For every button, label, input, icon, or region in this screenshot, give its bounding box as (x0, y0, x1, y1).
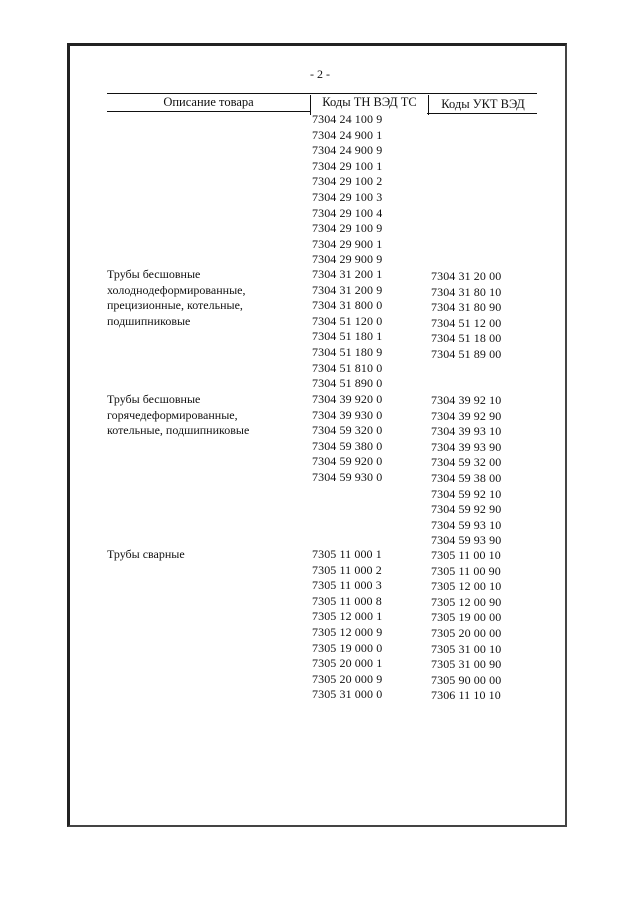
tn-code: 7304 29 100 2 (312, 174, 383, 189)
ukt-code: 7304 51 12 00 (431, 315, 502, 330)
tn-code: 7305 31 000 0 (312, 687, 383, 702)
ukt-code: 7305 11 00 10 (431, 548, 501, 562)
ukt-code: 7304 51 18 00 (431, 331, 502, 346)
header-bottom-rule-ukt (427, 113, 537, 114)
tn-code: 7304 24 900 9 (312, 143, 383, 158)
tn-codes-column (312, 267, 422, 392)
description-line: холоднодеформированные, (107, 282, 246, 297)
tn-code: 7304 51 120 0 (312, 313, 383, 328)
tn-code: 7304 39 920 0 (312, 392, 383, 406)
ukt-code: 7305 12 00 90 (431, 594, 502, 609)
description-line: Трубы сварные (107, 547, 185, 561)
tn-code: 7304 29 100 3 (312, 189, 383, 204)
ukt-code: 7304 59 92 90 (431, 502, 502, 517)
ukt-code: 7304 39 93 10 (431, 424, 502, 439)
ukt-code: 7304 31 80 90 (431, 300, 502, 315)
description-line: Трубы бесшовные (107, 267, 201, 281)
tn-code: 7305 11 000 3 (312, 578, 382, 593)
tn-code: 7304 59 920 0 (312, 454, 383, 469)
tn-code: 7304 29 900 9 (312, 252, 383, 267)
tn-code: 7304 29 100 1 (312, 158, 383, 173)
ukt-code: 7304 39 92 90 (431, 408, 502, 423)
ukt-code: 7305 31 00 10 (431, 641, 502, 656)
tn-codes-column (312, 392, 422, 486)
ukt-code: 7304 59 93 90 (431, 533, 502, 548)
tn-code: 7305 20 000 9 (312, 671, 383, 686)
tn-code: 7304 59 930 0 (312, 469, 383, 484)
ukt-code: 7304 59 93 10 (431, 517, 502, 532)
description-cell (107, 392, 297, 439)
tn-code: 7305 19 000 0 (312, 640, 383, 655)
ukt-code: 7305 12 00 10 (431, 579, 502, 594)
tn-codes-column (312, 112, 422, 268)
tn-code: 7304 31 200 1 (312, 267, 383, 281)
tn-code: 7305 11 000 8 (312, 593, 382, 608)
tn-code: 7304 31 800 0 (312, 298, 383, 313)
tn-code: 7304 24 900 1 (312, 127, 383, 142)
description-line: горячедеформированные, (107, 407, 238, 422)
tn-code: 7304 29 100 9 (312, 221, 383, 236)
tn-code: 7305 20 000 1 (312, 656, 383, 671)
ukt-code: 7305 90 00 00 (431, 672, 502, 687)
table-header (107, 93, 537, 113)
tn-code: 7304 29 900 1 (312, 236, 383, 251)
ukt-code: 7304 39 92 10 (431, 393, 502, 407)
ukt-code: 7304 39 93 90 (431, 439, 502, 454)
tn-code: 7304 29 100 4 (312, 205, 383, 220)
ukt-code: 7305 11 00 90 (431, 563, 501, 578)
tn-code: 7304 51 180 1 (312, 329, 383, 344)
header-tn-ved-ts: Коды ТН ВЭД ТС (310, 95, 429, 115)
description-line: Трубы бесшовные (107, 392, 201, 406)
tn-codes-column (312, 547, 422, 703)
tn-code: 7304 51 180 9 (312, 344, 383, 359)
description-line: котельные, подшипниковые (107, 423, 250, 438)
ukt-code: 7304 31 20 00 (431, 269, 502, 283)
ukt-code: 7304 59 32 00 (431, 455, 502, 470)
tn-code: 7304 24 100 9 (312, 112, 383, 126)
ukt-code: 7305 20 00 00 (431, 625, 502, 640)
description-line: прецизионные, котельные, (107, 298, 243, 313)
tn-code: 7304 59 380 0 (312, 438, 383, 453)
tn-code: 7305 12 000 9 (312, 624, 383, 639)
description-cell (107, 547, 297, 563)
description-cell (107, 267, 297, 329)
ukt-codes-column (431, 548, 541, 704)
ukt-code: 7304 59 92 10 (431, 486, 502, 501)
tn-code: 7304 31 200 9 (312, 282, 383, 297)
tn-code: 7305 12 000 1 (312, 609, 383, 624)
tn-code: 7304 59 320 0 (312, 423, 383, 438)
ukt-codes-column (431, 269, 541, 363)
header-description: Описание товара (163, 95, 254, 109)
ukt-code: 7304 51 89 00 (431, 346, 502, 361)
ukt-code: 7305 19 00 00 (431, 610, 502, 625)
tn-code: 7304 51 810 0 (312, 360, 383, 375)
tn-code: 7305 11 000 2 (312, 562, 382, 577)
ukt-code: 7306 11 10 10 (431, 688, 501, 703)
header-ukt-ved: Коды УКТ ВЭД (441, 97, 525, 111)
tn-code: 7304 39 930 0 (312, 407, 383, 422)
ukt-codes-column (431, 393, 541, 549)
ukt-code: 7304 59 38 00 (431, 470, 502, 485)
page-number: - 2 - (310, 67, 330, 81)
ukt-code: 7305 31 00 90 (431, 657, 502, 672)
tn-code: 7304 51 890 0 (312, 376, 383, 391)
tn-code: 7305 11 000 1 (312, 547, 382, 561)
description-line: подшипниковые (107, 313, 191, 328)
ukt-code: 7304 31 80 10 (431, 284, 502, 299)
